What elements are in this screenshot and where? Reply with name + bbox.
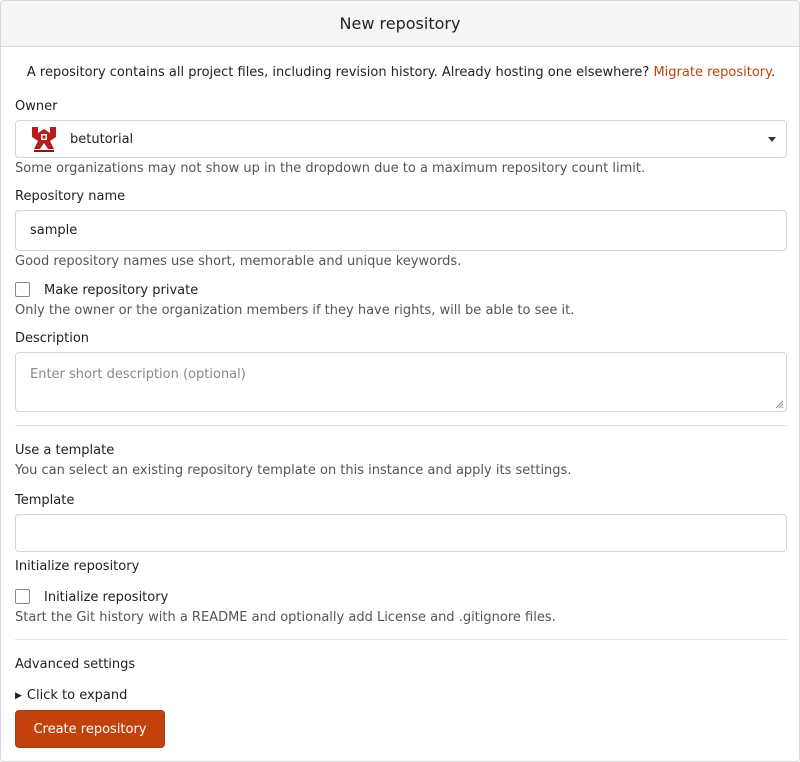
- advanced-settings-title: Advanced settings: [15, 657, 136, 672]
- expand-label: Click to expand: [26, 688, 128, 703]
- make-private-checkbox[interactable]: [15, 282, 30, 297]
- owner-help: Some organizations may not show up in the dropdown due to a maximum repository count limit.: [15, 161, 646, 176]
- create-repository-button[interactable]: Create repository: [15, 710, 165, 748]
- initialize-checkbox[interactable]: [15, 589, 30, 604]
- advanced-settings-expander[interactable]: [15, 688, 127, 703]
- owner-dropdown[interactable]: [15, 120, 787, 158]
- initialize-checkbox-label[interactable]: Initialize repository: [44, 590, 169, 605]
- resize-handle-icon[interactable]: [774, 399, 784, 409]
- initialize-section-label: Initialize repository: [15, 559, 140, 574]
- intro-suffix: .: [770, 65, 776, 80]
- section-divider: [15, 639, 787, 640]
- use-template-title: Use a template: [15, 443, 115, 458]
- owner-logo-icon: [28, 123, 60, 155]
- template-dropdown[interactable]: [15, 514, 787, 552]
- section-divider: [15, 425, 787, 426]
- description-label: Description: [15, 331, 90, 346]
- initialize-help: Start the Git history with a README and optionally add License and .gitignore files.: [15, 610, 556, 625]
- triangle-right-icon: ▶: [15, 690, 22, 701]
- repository-name-help: Good repository names use short, memorable and unique keywords.: [15, 254, 462, 269]
- repository-name-label: Repository name: [15, 189, 126, 204]
- migrate-repository-link[interactable]: Migrate repository: [653, 65, 771, 80]
- template-label: Template: [15, 493, 75, 508]
- make-private-label[interactable]: Make repository private: [44, 283, 199, 298]
- make-private-help: Only the owner or the organization members if they have rights, will be able to see it.: [15, 303, 575, 318]
- use-template-help: You can select an existing repository template on this instance and apply its settings.: [15, 463, 572, 478]
- caret-down-icon[interactable]: [768, 137, 776, 142]
- owner-selected-value: betutorial: [70, 131, 134, 147]
- description-textarea[interactable]: [15, 352, 787, 412]
- description-placeholder: Enter short description (optional): [30, 367, 246, 382]
- repository-name-input[interactable]: sample: [15, 210, 787, 251]
- owner-label: Owner: [15, 99, 58, 114]
- page-title: New repository: [1, 1, 799, 47]
- intro-text: [1, 65, 800, 80]
- intro-sentence: A repository contains all project files, including revision history. Already hosting one elsewhere?: [26, 65, 650, 80]
